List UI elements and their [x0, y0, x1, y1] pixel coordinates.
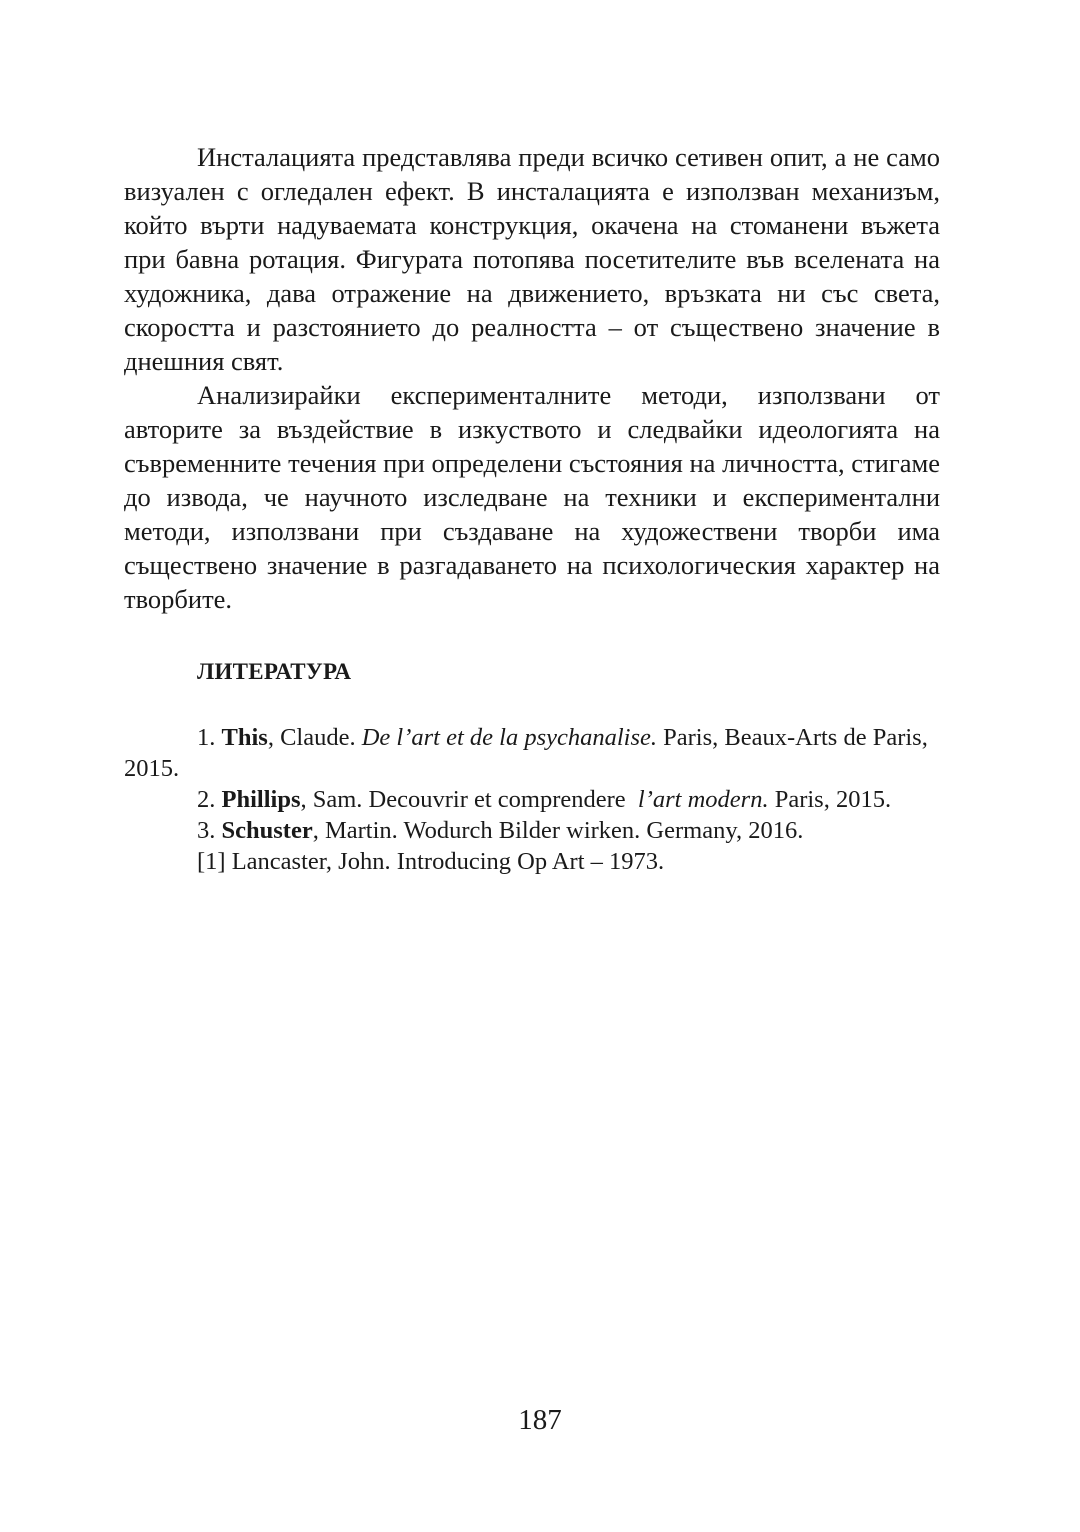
reference-item-3 — [124, 815, 940, 846]
reference-author: This — [221, 724, 268, 751]
reference-number: 1. — [197, 724, 216, 751]
references-list — [124, 722, 940, 877]
footnote: [1] Lancaster, John. Introducing Op Art – 1973. — [197, 848, 665, 875]
body-paragraph-2: Анализирайки експерименталните методи, използвани от авторите за въздействие в изкуството и следвайки идеологията на съвременните течения при определени състояния на личността, стигаме до извода, че научното изследване на техники и експериментални методи, използвани при създаване на художествени творби има съществено значение в разгадаването на психологическия характер на творбите. — [124, 380, 940, 614]
reference-item-1 — [124, 722, 940, 784]
reference-publisher: Germany, 2016. — [646, 817, 804, 844]
page-content — [124, 140, 940, 877]
reference-author-rest: , Sam. Decouvrir et comprendere — [300, 786, 626, 813]
reference-author-rest: , Claude. — [267, 724, 356, 751]
reference-title: De l’art et de la psychanalise. — [361, 724, 658, 751]
reference-author: Schuster — [221, 817, 313, 844]
references-heading: ЛИТЕРАТУРА — [197, 659, 352, 684]
reference-publisher: Paris, Beaux-Arts de Paris, 2015. — [124, 724, 928, 782]
reference-number: 3. — [197, 817, 216, 844]
reference-author: Phillips — [221, 786, 301, 813]
reference-publisher: Paris, 2015. — [774, 786, 892, 813]
reference-author-rest: , Martin. Wodurch Bilder wirken. — [312, 817, 641, 844]
reference-item-2 — [124, 784, 940, 815]
page-number: 187 — [518, 1404, 562, 1436]
reference-number: 2. — [197, 786, 216, 813]
body-paragraph-1: Инсталацията представлява преди всичко сетивен опит, а не само визуален с огледален ефект. В инсталацията е използван механизъм, който върти надуваемата конструкция, окачена на стоманени въжета при бавна ротация. Фигурата потопява посетителите във вселената на художника, дава отражение на движението, връзката ни със света, скоростта и разстоянието до реалността – от съществено значение в днешния свят. — [124, 142, 940, 376]
reference-title: l’art modern. — [637, 786, 769, 813]
